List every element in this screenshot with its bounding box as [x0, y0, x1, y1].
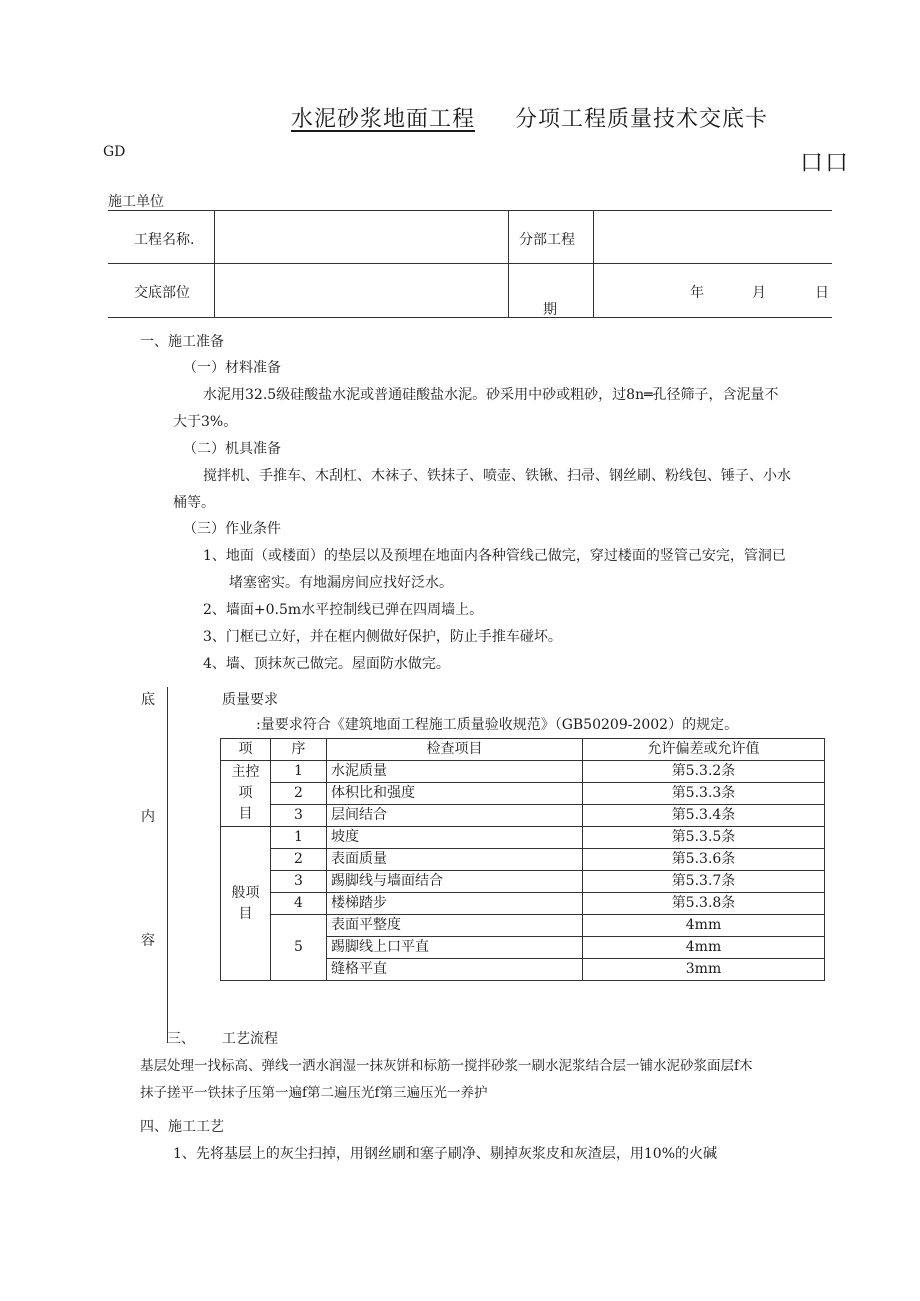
- row-value: 4mm: [583, 915, 825, 937]
- date-day: 日: [815, 285, 829, 301]
- doc-title-type: 分项工程质量技术交底卡: [515, 107, 769, 132]
- row-item: 坡度: [327, 827, 583, 849]
- info-col-divider-3: [593, 210, 594, 317]
- table-row: [221, 805, 825, 827]
- construction-unit-label: 施工单位: [108, 194, 164, 210]
- row-item: 表面质量: [327, 849, 583, 871]
- condition-1-line2: 堵塞密实。有地漏房间应找好泛水。: [229, 575, 453, 591]
- row-seq: 2: [271, 849, 327, 871]
- technique-step-1: 1、先将基层上的灰尘扫掉，用钢丝刷和塞子刷净、剔掉灰浆皮和灰渣层，用10%的火碱: [173, 1146, 718, 1162]
- row-seq: 4: [271, 893, 327, 915]
- condition-4: 4、墙、顶抹灰己做完。屋面防水做完。: [203, 656, 450, 672]
- tools-text-2: 桶等。: [173, 495, 215, 511]
- section3-heading-num: 三、: [167, 1031, 195, 1047]
- row-item: 踢脚线上口平直: [327, 937, 583, 959]
- general-group-cell: 般项目: [221, 827, 271, 981]
- condition-2: 2、墙面+0.5m水平控制线已弹在四周墙上。: [203, 602, 484, 618]
- row-value: 4mm: [583, 937, 825, 959]
- main-control-label-2: 目: [238, 806, 253, 822]
- side-label-char-2: 内: [141, 809, 155, 825]
- table-header-cell: 序: [271, 739, 327, 761]
- row-seq: 3: [271, 871, 327, 893]
- table-row: [221, 893, 825, 915]
- materials-heading: （一）材料准备: [183, 360, 281, 376]
- table-header-cell: 检查项目: [327, 739, 583, 761]
- materials-text-2: 大于3%。: [173, 414, 238, 430]
- side-label-char-3: 容: [141, 933, 155, 949]
- table-row: [221, 783, 825, 805]
- row-seq: 1: [271, 827, 327, 849]
- project-name-label: 工程名称.: [134, 232, 195, 248]
- section4-heading: 四、施工工艺: [140, 1119, 224, 1135]
- table-row: [221, 827, 825, 849]
- process-flow-line1: 基层处理一找标高、弹线一洒水润湿一抹灰饼和标筋一搅拌砂浆一刷水泥浆结合层一铺水泥砂浆面层f木: [140, 1058, 753, 1074]
- row-value: 第5.3.6条: [583, 849, 825, 871]
- row-seq: 5: [271, 915, 327, 981]
- doc-code-label: GD: [103, 144, 126, 160]
- quality-intro: :量要求符合《建筑地面工程施工质量验收规范》（GB50209-2002）的规定。: [256, 717, 739, 733]
- materials-text-1: 水泥用32.5级硅酸盐水泥或普通硅酸盐水泥。砂采用中砂或粗砂，过8n═孔径筛子，含泥量不: [203, 387, 779, 403]
- process-flow-line2: 抹子搓平一铁抹子压第一遍f第二遍压光f第三遍压光一养护: [140, 1085, 488, 1101]
- row-item: 层间结合: [327, 805, 583, 827]
- doc-code-boxes: 口口: [800, 150, 850, 176]
- conditions-heading: （三）作业条件: [183, 521, 281, 537]
- info-mid-rule: [108, 263, 832, 264]
- row-value: 第5.3.7条: [583, 871, 825, 893]
- date-year: 年: [690, 285, 704, 301]
- quality-heading: 质量要求: [222, 692, 278, 708]
- side-label-char-1: 底: [141, 692, 155, 708]
- table-row: [221, 871, 825, 893]
- row-value: 3mm: [583, 959, 825, 981]
- date-month: 月: [752, 285, 766, 301]
- section1-heading: 一、施工准备: [140, 334, 224, 350]
- table-header-cell: 项: [221, 739, 271, 761]
- division-label: 分部工程: [519, 232, 575, 248]
- side-label-divider: [167, 687, 168, 1043]
- info-top-rule: [108, 210, 832, 211]
- table-row: [221, 761, 825, 783]
- row-seq: 2: [271, 783, 327, 805]
- table-header-cell: 允许偏差或允许值: [583, 739, 825, 761]
- condition-3: 3、门框已立好，并在框内侧做好保护，防止手推车碰坏。: [203, 629, 562, 645]
- doc-title-subject: 水泥砂浆地面工程: [291, 107, 476, 132]
- tools-text-1: 搅拌机、手推车、木刮杠、木袜子、铁抹子、喷壶、铁锹、扫帚、钢丝刷、粉线包、锤子、小水: [203, 468, 791, 484]
- row-value: 第5.3.2条: [583, 761, 825, 783]
- info-bottom-rule: [108, 317, 832, 318]
- tools-heading: （二）机具准备: [183, 441, 281, 457]
- row-item: 楼梯踏步: [327, 893, 583, 915]
- row-value: 第5.3.4条: [583, 805, 825, 827]
- quality-table: [220, 738, 825, 981]
- section3-heading-text: 工艺流程: [222, 1031, 278, 1047]
- info-col-divider-1: [214, 210, 215, 317]
- date-label: 期: [543, 302, 557, 318]
- row-item: 水泥质量: [327, 761, 583, 783]
- row-value: 第5.3.8条: [583, 893, 825, 915]
- row-item: 表面平整度: [327, 915, 583, 937]
- row-item: 踢脚线与墙面结合: [327, 871, 583, 893]
- table-row: [221, 849, 825, 871]
- row-value: 第5.3.5条: [583, 827, 825, 849]
- row-value: 第5.3.3条: [583, 783, 825, 805]
- row-item: 体积比和强度: [327, 783, 583, 805]
- table-row: [221, 915, 825, 937]
- row-seq: 3: [271, 805, 327, 827]
- row-item: 缝格平直: [327, 959, 583, 981]
- main-control-group-cell: [221, 761, 271, 827]
- main-control-label-1: 主控项: [231, 764, 260, 801]
- info-col-divider-2: [508, 210, 509, 317]
- location-label: 交底部位: [134, 285, 190, 301]
- row-seq: 1: [271, 761, 327, 783]
- table-header-row: [221, 739, 825, 761]
- condition-1-line1: 1、地面（或楼面）的垫层以及预埋在地面内各种管线己做完，穿过楼面的竖管己安完，管洞已: [203, 548, 786, 564]
